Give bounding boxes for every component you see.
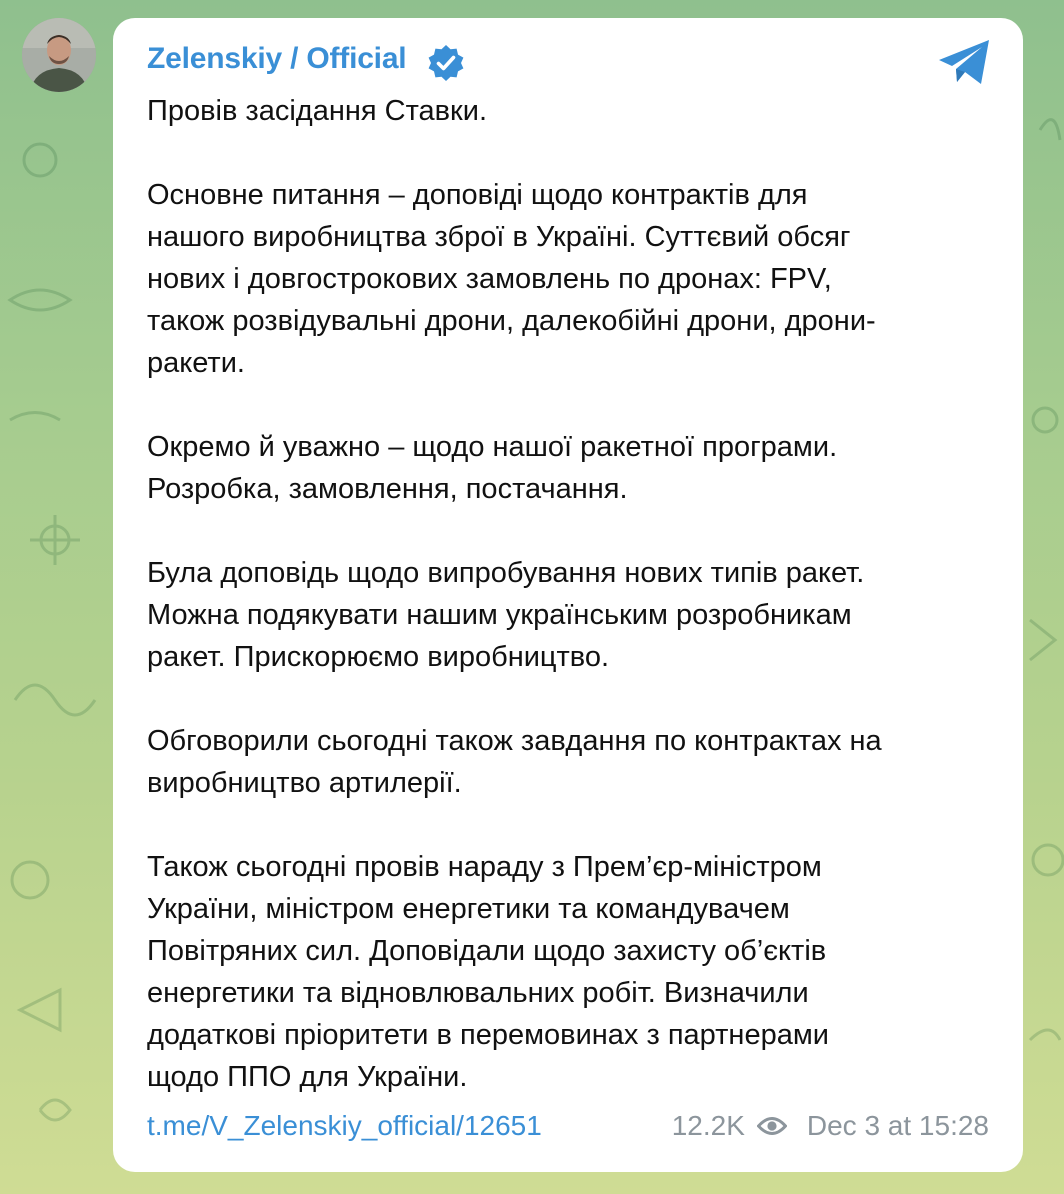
eye-icon [757, 1115, 787, 1137]
message-line: виробництво артилерії. [147, 767, 462, 799]
message-line: Основне питання – доповіді щодо контрактів для [147, 179, 808, 211]
post-link[interactable]: t.me/V_Zelenskiy_official/12651 [147, 1110, 542, 1141]
paragraph-gap [147, 384, 997, 426]
channel-avatar[interactable] [22, 18, 96, 92]
message-line: додаткові пріоритети в перемовинах з партнерами [147, 1019, 829, 1051]
message-line: щодо ППО для України. [147, 1061, 468, 1093]
message-line: також розвідувальні дрони, далекобійні дрони, дрони- [147, 305, 876, 337]
paragraph-gap [147, 510, 997, 552]
message-line: Провів засідання Ставки. [147, 95, 487, 127]
message-timestamp: Dec 3 at 15:28 [806, 1110, 989, 1141]
views-count: 12.2K [671, 1110, 745, 1141]
verified-badge-icon [427, 44, 465, 82]
message-line: Була доповідь щодо випробування нових типів ракет. [147, 557, 865, 589]
avatar-portrait-image [22, 18, 96, 92]
message-line: Можна подякувати нашим українським розробникам [147, 599, 852, 631]
message-line: Повітряних сил. Доповідали щодо захисту об’єктів [147, 935, 827, 967]
message-line: нашого виробництва зброї в Україні. Суттєвий обсяг [147, 221, 851, 253]
message-footer [147, 1110, 989, 1146]
channel-name[interactable]: Zelenskiy / Official [147, 42, 407, 75]
message-line: Окремо й уважно – щодо нашої ракетної програми. [147, 431, 838, 463]
message-line: Обговорили сьогодні також завдання по контрактах на [147, 725, 882, 757]
message-meta [672, 1110, 989, 1142]
paragraph-gap [147, 132, 997, 174]
message-line: енергетики та відновлювальних робіт. Визначили [147, 977, 809, 1009]
message-line: Розробка, замовлення, постачання. [147, 473, 628, 505]
message-line: ракети. [147, 347, 245, 379]
message-line: ракет. Прискорюємо виробництво. [147, 641, 610, 673]
paragraph-gap [147, 678, 997, 720]
message-line: нових і довгострокових замовлень по дронах: FPV, [147, 263, 832, 295]
message-bubble [113, 18, 1023, 1172]
paragraph-gap [147, 804, 997, 846]
message-line: України, міністром енергетики та командувачем [147, 893, 790, 925]
message-line: Також сьогодні провів нараду з Прем’єр-міністром [147, 851, 822, 883]
telegram-logo-icon[interactable] [937, 38, 993, 86]
message-text [147, 90, 997, 1098]
